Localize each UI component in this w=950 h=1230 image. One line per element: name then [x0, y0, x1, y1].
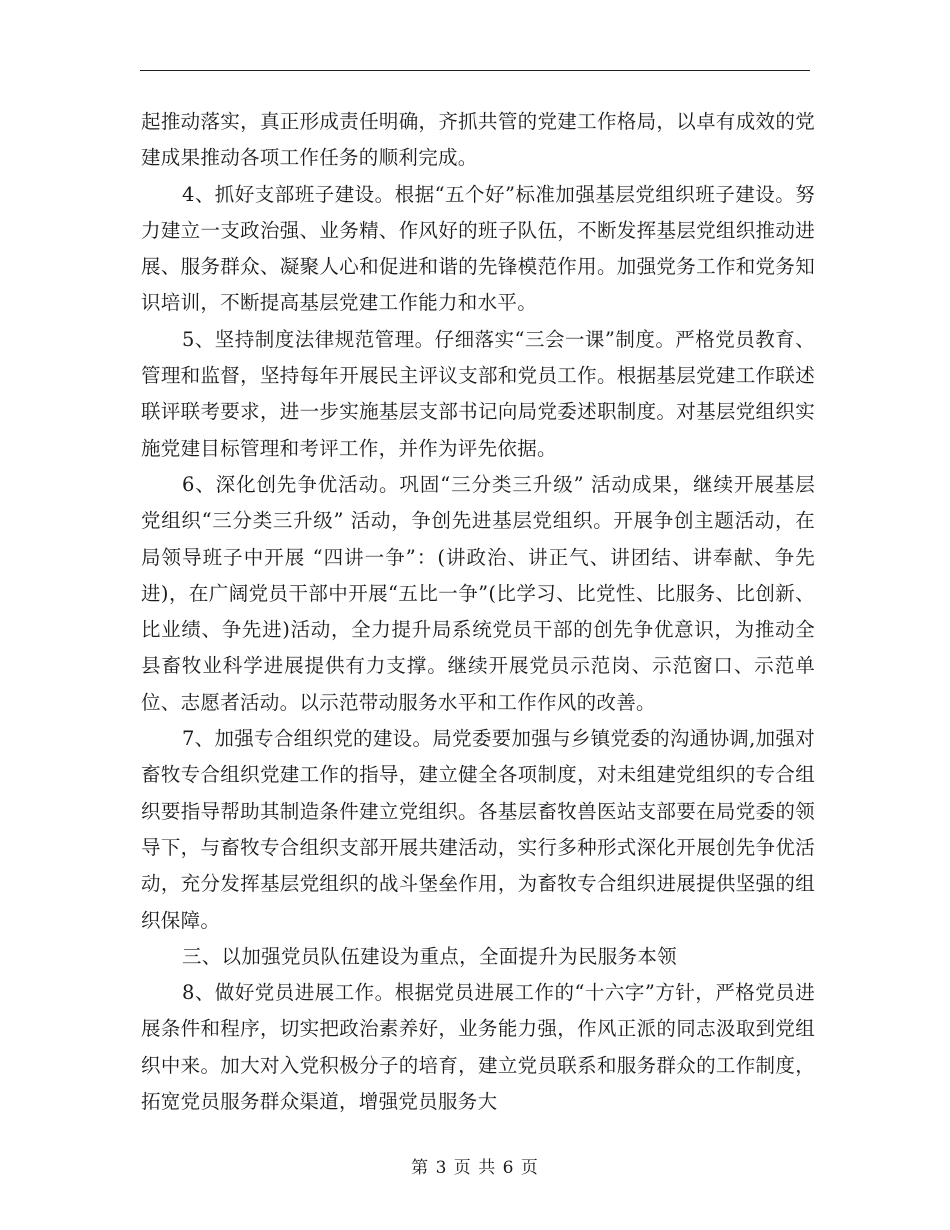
paragraph-continuation: 起推动落实，真正形成责任明确，齐抓共管的党建工作格局，以卓有成效的党建成果推动各项工作任务的顺利完成。: [141, 110, 815, 170]
paragraph-item-6: 6、深化创先争优活动。巩固“三分类三升级” 活动成果，继续开展基层党组织“三分类三升级” 活动，争创先进基层党组织。开展争创主题活动，在局领导班子中开展 “四讲一争”：(讲政治、讲正气、讲团结、讲奉献、争先进)，在广阔党员干部中开展“五比一争”(比学习、比党性、比服务、比创新、比业绩、争先进)活动，全力提升局系统党员干部的创先争优意识，为推动全县畜牧业科学进展提供有力支撑。继续开展党员示范岗、示范窗口、示范单位、志愿者活动。以示范带动服务水平和工作作风的改善。: [141, 472, 815, 714]
paragraph-item-8: 8、做好党员进展工作。根据党员进展工作的“十六字”方针，严格党员进展条件和程序，切实把政治素养好，业务能力强，作风正派的同志汲取到党组织中来。加大对入党积极分子的培育，建立党员联系和服务群众的工作制度，拓宽党员服务群众渠道，增强党员服务大: [141, 981, 815, 1114]
page-footer: 第 3 页 共 6 页: [411, 1158, 539, 1178]
paragraph-item-4: 4、抓好支部班子建设。根据“五个好”标准加强基层党组织班子建设。努力建立一支政治强、业务精、作风好的班子队伍，不断发挥基层党组织推动进展、服务群众、凝聚人心和促进和谐的先锋模范作用。加强党务工作和党务知识培训，不断提高基层党建工作能力和水平。: [141, 182, 815, 315]
paragraph-item-5: 5、坚持制度法律规范管理。仔细落实“三会一课”制度。严格党员教育、管理和监督，坚持每年开展民主评议支部和党员工作。根据基层党建工作联述联评联考要求，进一步实施基层支部书记向局党委述职制度。对基层党组织实施党建目标管理和考评工作，并作为评先依据。: [141, 327, 815, 460]
paragraph-item-7: 7、加强专合组织党的建设。局党委要加强与乡镇党委的沟通协调,加强对畜牧专合组织党建工作的指导，建立健全各项制度，对未组建党组织的专合组织要指导帮助其制造条件建立党组织。各基层畜牧兽医站支部要在局党委的领导下，与畜牧专合组织支部开展共建活动，实行多种形式深化开展创先争优活动，充分发挥基层党组织的战斗堡垒作用，为畜牧专合组织进展提供坚强的组织保障。: [141, 727, 815, 932]
section-heading-3: 三、以加强党员队伍建设为重点，全面提升为民服务本领: [181, 944, 677, 968]
header-rule: [140, 70, 810, 71]
document-body: [141, 104, 815, 1120]
